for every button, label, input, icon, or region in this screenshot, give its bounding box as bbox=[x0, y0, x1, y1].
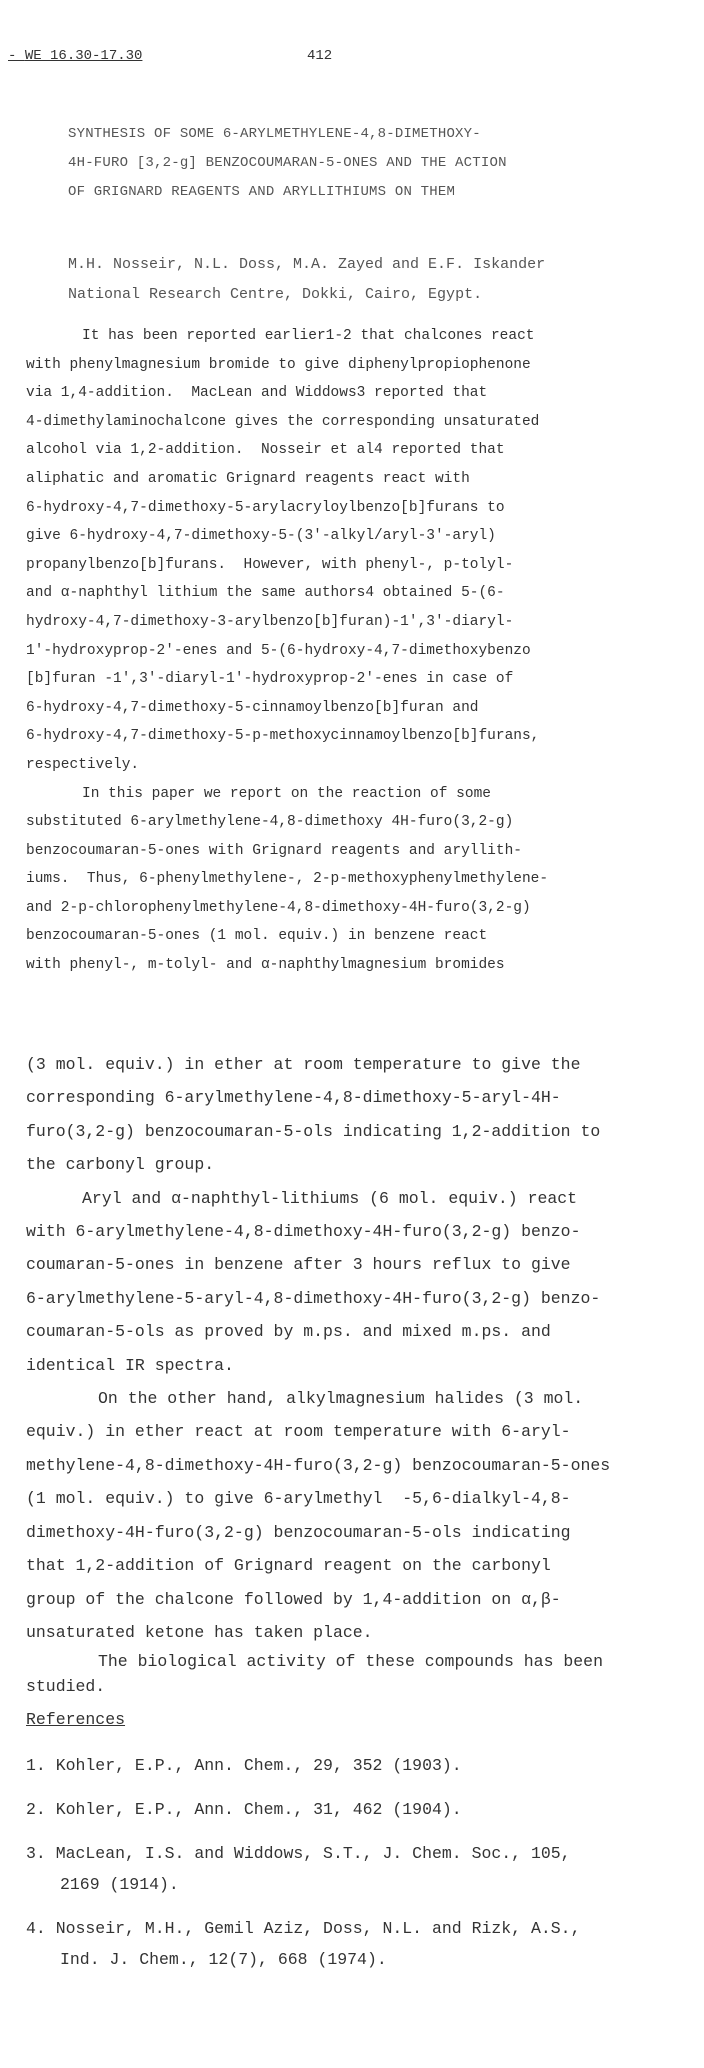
text-line: 1'-hydroxyprop-2'-enes and 5-(6-hydroxy-4,7-dimethoxybenzo bbox=[26, 642, 531, 659]
session-label: - WE 16.30-17.30 bbox=[8, 48, 142, 64]
reference-text: 4. Nosseir, M.H., Gemil Aziz, Doss, N.L. and Rizk, A.S., bbox=[26, 1919, 581, 1938]
text-line: with phenylmagnesium bromide to give diphenylpropiophenone bbox=[26, 356, 531, 373]
page-number: 412 bbox=[307, 48, 333, 64]
reference-text-continued: Ind. J. Chem., 12(7), 668 (1974). bbox=[60, 1950, 387, 1969]
text-line: alcohol via 1,2-addition. Nosseir et al4 reported that bbox=[26, 442, 505, 459]
text-line: On the other hand, alkylmagnesium halides (3 mol. bbox=[98, 1389, 584, 1409]
paragraph-4 bbox=[26, 1382, 610, 1649]
text-line: group of the chalcone followed by 1,4-addition on α,β- bbox=[26, 1589, 561, 1609]
text-line: with 6-arylmethylene-4,8-dimethoxy-4H-furo(3,2-g) benzo- bbox=[26, 1222, 581, 1242]
reference-item bbox=[26, 1794, 581, 1825]
text-line: identical IR spectra. bbox=[26, 1355, 234, 1375]
text-line: benzocoumaran-5-ones (1 mol. equiv.) in benzene react bbox=[26, 928, 488, 945]
text-line: methylene-4,8-dimethoxy-4H-furo(3,2-g) benzocoumaran-5-ones bbox=[26, 1455, 611, 1475]
text-line: via 1,4-addition. MacLean and Widdows3 reported that bbox=[26, 385, 488, 402]
text-line: unsaturated ketone has taken place. bbox=[26, 1622, 373, 1642]
text-line: 6-hydroxy-4,7-dimethoxy-5-arylacryloylbenzo[b]furans to bbox=[26, 499, 505, 516]
text-line: substituted 6-arylmethylene-4,8-dimethoxy 4H-furo(3,2-g) bbox=[26, 814, 514, 831]
paragraph-1 bbox=[26, 322, 548, 780]
author-affiliation: National Research Centre, Dokki, Cairo, Egypt. bbox=[68, 286, 483, 303]
author-block bbox=[68, 250, 545, 310]
paper-title bbox=[68, 120, 507, 207]
reference-item bbox=[26, 1838, 581, 1900]
text-line: iums. Thus, 6-phenylmethylene-, 2-p-methoxyphenylmethylene- bbox=[26, 871, 549, 888]
text-line: respectively. bbox=[26, 756, 140, 773]
text-line: (3 mol. equiv.) in ether at room temperature to give the bbox=[26, 1055, 581, 1074]
title-line: 4H-FURO [3,2-g] BENZOCOUMARAN-5-ONES AND THE ACTION bbox=[68, 155, 507, 171]
text-line: corresponding 6-arylmethylene-4,8-dimethoxy-5-aryl-4H- bbox=[26, 1088, 561, 1108]
reference-text: 1. Kohler, E.P., Ann. Chem., 29, 352 (1903). bbox=[26, 1756, 462, 1775]
references-list bbox=[26, 1750, 581, 1988]
title-line: OF GRIGNARD REAGENTS AND ARYLLITHIUMS ON THEM bbox=[68, 184, 456, 200]
text-line: In this paper we report on the reaction of some bbox=[82, 785, 491, 802]
text-line: give 6-hydroxy-4,7-dimethoxy-5-(3'-alkyl/aryl-3'-aryl) bbox=[26, 528, 496, 545]
author-names: M.H. Nosseir, N.L. Doss, M.A. Zayed and E.F. Iskander bbox=[68, 256, 546, 273]
text-line: hydroxy-4,7-dimethoxy-3-arylbenzo[b]furan)-1',3'-diaryl- bbox=[26, 613, 514, 630]
text-line: furo(3,2-g) benzocoumaran-5-ols indicating 1,2-addition to bbox=[26, 1121, 601, 1141]
paragraph-5 bbox=[26, 1649, 610, 1699]
text-line: 4-dimethylaminochalcone gives the corresponding unsaturated bbox=[26, 413, 540, 430]
text-line: that 1,2-addition of Grignard reagent on the carbonyl bbox=[26, 1556, 551, 1576]
body-text-lower bbox=[26, 1048, 610, 1699]
text-line: Aryl and α-naphthyl-lithiums (6 mol. equiv.) react bbox=[82, 1188, 578, 1208]
title-line: SYNTHESIS OF SOME 6-ARYLMETHYLENE-4,8-DIMETHOXY- bbox=[68, 126, 481, 142]
text-line: 6-hydroxy-4,7-dimethoxy-5-p-methoxycinnamoylbenzo[b]furans, bbox=[26, 728, 540, 745]
text-line: and 2-p-chlorophenylmethylene-4,8-dimethoxy-4H-furo(3,2-g) bbox=[26, 899, 531, 916]
text-line: and α-naphthyl lithium the same authors4 obtained 5-(6- bbox=[26, 585, 505, 602]
text-line: the carbonyl group. bbox=[26, 1155, 215, 1175]
reference-text: 3. MacLean, I.S. and Widdows, S.T., J. Chem. Soc., 105, bbox=[26, 1844, 571, 1863]
text-line: coumaran-5-ols as proved by m.ps. and mixed m.ps. and bbox=[26, 1322, 551, 1342]
text-line: [b]furan -1',3'-diaryl-1'-hydroxyprop-2'-enes in case of bbox=[26, 671, 514, 688]
paragraph-3 bbox=[26, 1182, 610, 1382]
text-line: It has been reported earlier1-2 that chalcones react bbox=[82, 328, 535, 344]
reference-item bbox=[26, 1750, 581, 1781]
text-line: (1 mol. equiv.) to give 6-arylmethyl -5,6-dialkyl-4,8- bbox=[26, 1489, 571, 1509]
text-line: benzocoumaran-5-ones with Grignard reagents and aryllith- bbox=[26, 842, 522, 859]
paragraph-2-continued bbox=[26, 1048, 610, 1182]
body-text-upper bbox=[26, 322, 548, 980]
reference-text-continued: 2169 (1914). bbox=[60, 1875, 179, 1894]
text-line: The biological activity of these compounds has been bbox=[98, 1652, 603, 1672]
reference-item bbox=[26, 1913, 581, 1975]
text-line: 6-arylmethylene-5-aryl-4,8-dimethoxy-4H-furo(3,2-g) benzo- bbox=[26, 1288, 601, 1308]
text-line: aliphatic and aromatic Grignard reagents react with bbox=[26, 470, 470, 487]
text-line: propanylbenzo[b]furans. However, with phenyl-, p-tolyl- bbox=[26, 556, 514, 573]
text-line: dimethoxy-4H-furo(3,2-g) benzocoumaran-5-ols indicating bbox=[26, 1522, 571, 1542]
text-line: with phenyl-, m-tolyl- and α-naphthylmagnesium bromides bbox=[26, 957, 505, 974]
page-header bbox=[0, 48, 704, 72]
references-heading: References bbox=[26, 1710, 126, 1729]
paragraph-2 bbox=[26, 780, 548, 980]
text-line: equiv.) in ether react at room temperature with 6-aryl- bbox=[26, 1422, 571, 1442]
text-line: studied. bbox=[26, 1677, 106, 1697]
reference-text: 2. Kohler, E.P., Ann. Chem., 31, 462 (1904). bbox=[26, 1800, 462, 1819]
text-line: 6-hydroxy-4,7-dimethoxy-5-cinnamoylbenzo[b]furan and bbox=[26, 699, 479, 716]
text-line: coumaran-5-ones in benzene after 3 hours reflux to give bbox=[26, 1255, 571, 1275]
